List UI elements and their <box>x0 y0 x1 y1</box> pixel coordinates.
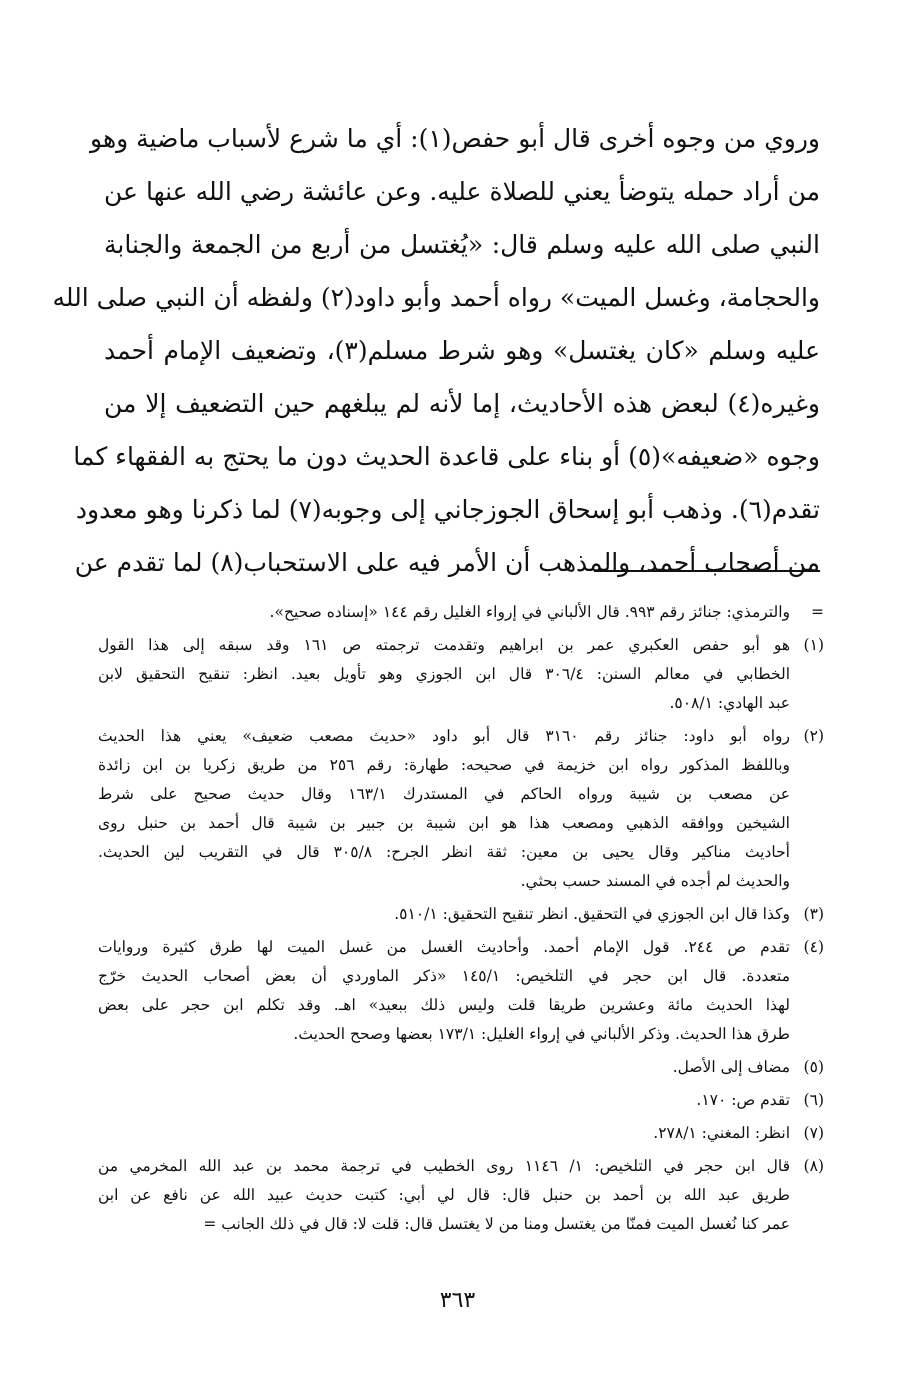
footnote-line: وباللفظ المذكور رواه ابن خزيمة في صحيحه: طهارة: رقم ٢٥٦ من طريق زكريا بن ابن زائدة <box>98 756 790 774</box>
footnote-line: أحاديث مناكير وقال يحيى بن معين: ثقة انظر الجرح: ٣٠٥/٨ قال في التقريب لين الحديث. <box>98 843 790 861</box>
footnote-line: تقدم ص ٢٤٤. قول الإمام أحمد. وأحاديث الغسل من غسل الميت لها طرق كثيرة وروايات <box>98 938 790 956</box>
footnote-line: رواه أبو داود: جنائز رقم ٣١٦٠ قال أبو داود «حديث مصعب ضعيف» يعني هذا الحديث <box>98 727 790 745</box>
footnote-1 <box>98 631 824 718</box>
footnote-line: هو أبو حفص العكبري عمر بن ابراهيم وتقدمت ترجمته ص ١٦١ وقد سبقه إلى هذا القول <box>98 636 791 654</box>
footnote-line: عبد الهادي: ٥٠٨/١. <box>669 694 790 712</box>
footnote-marker: (١) <box>803 636 824 654</box>
main-text <box>52 112 821 589</box>
footnotes <box>98 598 824 1243</box>
footnote-marker: (٧) <box>803 1124 824 1142</box>
footnote-line: طريق عبد الله بن أحمد بن حنبل قال: قال لي أبي: كتبت حديث عبيد الله عن نافع عن ابن <box>98 1186 790 1204</box>
footnote-7 <box>98 1119 824 1148</box>
footnote-divider <box>594 570 820 572</box>
footnote-marker: (٢) <box>803 727 824 745</box>
page-number: ٣٦٣ <box>439 1288 476 1313</box>
main-text-line: وروي من وجوه أخرى قال أبو حفص(١): أي ما شرع لأسباب ماضية وهو <box>90 124 820 153</box>
footnote-line: تقدم ص: ١٧٠. <box>696 1091 790 1109</box>
footnote-5 <box>98 1053 824 1082</box>
footnote-line: عن مصعب بن شيبة ورواه الحاكم في المستدرك ١٦٣/١ وقال حديث صحيح على شرط <box>98 785 790 803</box>
footnote-line: طرق هذا الحديث. وذكر الألباني في إرواء الغليل: ١٧٣/١ بعضها وصحح الحديث. <box>293 1025 790 1043</box>
footnote-line: والترمذي: جنائز رقم ٩٩٣. قال الألباني في إرواء الغليل رقم ١٤٤ «إسناده صحيح». <box>269 603 790 621</box>
footnote-line: عمر كنا نُغسل الميت فمنّا من يغتسل ومنا من لا يغتسل قال: قلت لا: قال في ذلك الجانب = <box>203 1215 790 1233</box>
main-text-line: وجوه «ضعيفه»(٥) أو بناء على قاعدة الحديث دون ما يحتج به الفقهاء كما <box>73 442 820 471</box>
footnote-marker: = <box>811 603 824 621</box>
main-text-line: من أراد حمله يتوضأ يعني للصلاة عليه. وعن عائشة رضي الله عنها عن <box>104 177 820 206</box>
footnote-marker: (٥) <box>803 1058 824 1076</box>
footnote-marker: (٨) <box>803 1157 824 1175</box>
main-text-line: من أصحاب أحمد، والمذهب أن الأمر فيه على الاستحباب(٨) لما تقدم عن <box>74 548 820 577</box>
footnote-8 <box>98 1152 824 1239</box>
footnote-marker: (٦) <box>803 1091 824 1109</box>
footnote-marker: (٤) <box>803 938 824 956</box>
footnote-line: متعددة. قال ابن حجر في التلخيص: ١٤٥/١ «ذكر الماوردي أن بعض أصحاب الحديث خرّج <box>98 967 791 985</box>
footnote-line: لهذا الحديث مائة وعشرين طريقا قلت وليس ذلك ببعيد» اهـ. وقد تكلم ابن حجر على بعض <box>98 996 790 1014</box>
footnote-line: وكذا قال ابن الجوزي في التحقيق. انظر تنقيح التحقيق: ٥١٠/١. <box>394 905 790 923</box>
main-text-line: والحجامة، وغسل الميت» رواه أحمد وأبو داود(٢) ولفظه أن النبي صلى الله <box>52 283 820 312</box>
footnote-line: انظر: المغني: ٢٧٨/١. <box>653 1124 790 1142</box>
footnote-3 <box>98 900 824 929</box>
main-text-line: النبي صلى الله عليه وسلم قال: «يُغتسل من أربع من الجمعة والجنابة <box>104 230 820 259</box>
main-text-line: عليه وسلم «كان يغتسل» وهو شرط مسلم(٣)، وتضعيف الإمام أحمد <box>104 336 821 365</box>
footnote-continuation <box>98 598 824 627</box>
footnote-2 <box>98 722 824 896</box>
footnote-line: مضاف إلى الأصل. <box>672 1058 790 1076</box>
footnote-line: والحديث لم أجده في المسند حسب بحثي. <box>520 872 790 890</box>
main-text-line: تقدم(٦). وذهب أبو إسحاق الجوزجاني إلى وجوبه(٧) لما ذكرنا وهو معدود <box>75 495 820 524</box>
footnote-4 <box>98 933 824 1049</box>
footnote-6 <box>98 1086 824 1115</box>
footnote-line: الخطابي في معالم السنن: ٣٠٦/٤ قال ابن الجوزي وهو تأويل بعيد. انظر: تنقيح التحقيق لابن <box>98 665 790 683</box>
footnote-line: قال ابن حجر في التلخيص: ١/ ١١٤٦ روى الخطيب في ترجمة محمد بن عبد الله المخرمي من <box>98 1157 790 1175</box>
footnote-line: الشيخين ووافقه الذهبي ومصعب هذا هو ابن شيبة بن جبير بن شيبة قال أحمد بن حنبل روى <box>98 814 790 832</box>
footnote-marker: (٣) <box>803 905 824 923</box>
main-text-line: وغيره(٤) لبعض هذه الأحاديث، إما لأنه لم يبلغهم حين التضعيف إلا من <box>104 389 820 418</box>
